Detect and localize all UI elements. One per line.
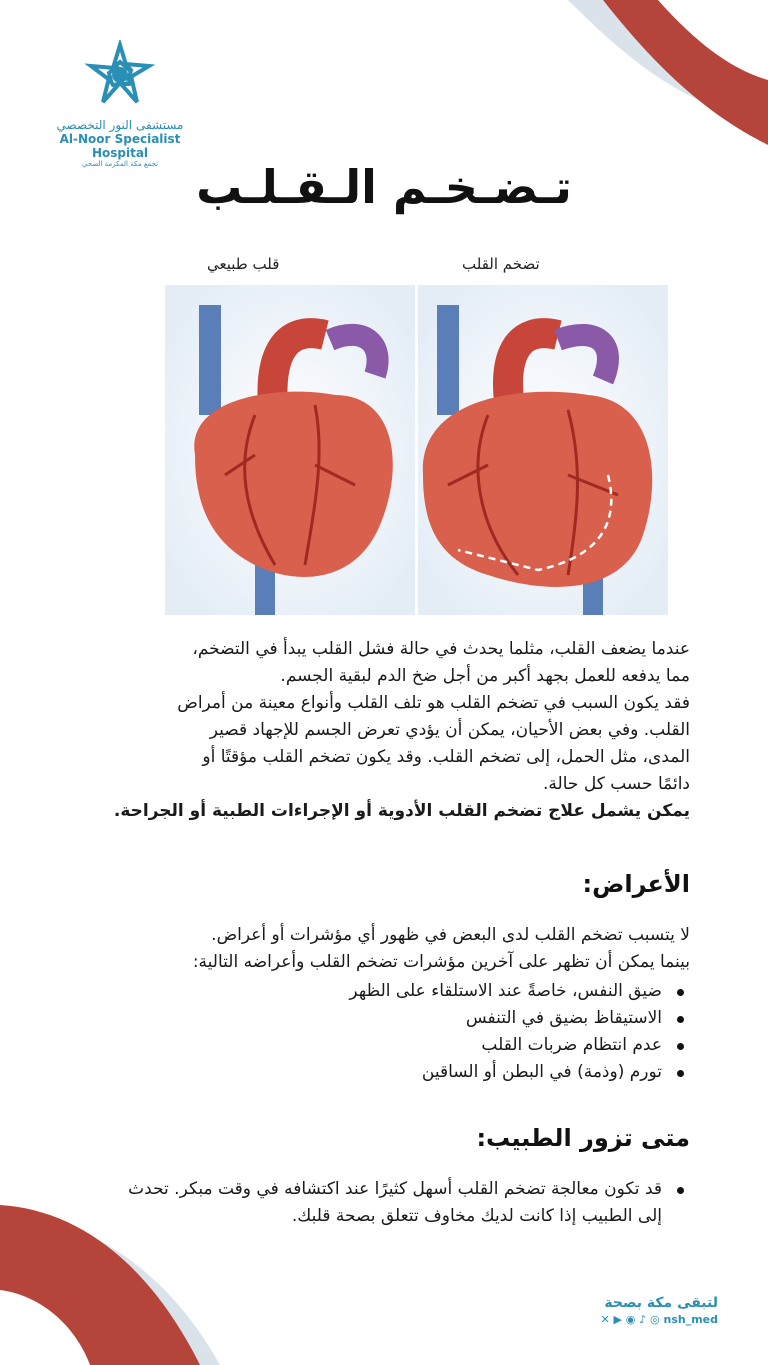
enlarged-heart-illustration (418, 285, 668, 615)
intro-line: القلب. وفي بعض الأحيان، يمكن أن يؤدي تعرض الجسم للإجهاد قصير (209, 720, 690, 740)
enlarged-heart-label: تضخم القلب (462, 255, 540, 273)
logo-sub: تجمع مكة المكرمة الصحي (81, 160, 159, 168)
list-item: عدم انتظام ضربات القلب (40, 1032, 662, 1059)
symptoms-heading: الأعراض: (582, 870, 690, 898)
list-item: الاستيقاظ بضيق في التنفس (40, 1005, 662, 1032)
list-item: قد تكون معالجة تضخم القلب أسهل كثيرًا عند اكتشافه في وقت مبكر. تحدث إلى الطبيب إذا كانت لديك مخاوف تتعلق بصحة قلبك. (120, 1176, 662, 1230)
logo-name-ar: مستشفى النور التخصصي (56, 118, 184, 132)
handle-text: nsh_med (663, 1313, 718, 1326)
symptoms-section (40, 922, 690, 1086)
footer-tagline: لتبقى مكة بصحة (604, 1295, 718, 1311)
intro-paragraph (40, 636, 690, 825)
logo-name-en: Al-Noor Specialist Hospital (59, 132, 181, 160)
treatment-line: يمكن يشمل علاج تضخم القلب الأدوية أو الإجراءات الطبية أو الجراحة. (113, 801, 690, 821)
list-item: ضيق النفس، خاصةً عند الاستلقاء على الظهر (40, 978, 662, 1005)
doctor-list (120, 1176, 690, 1230)
hospital-logo (40, 40, 200, 168)
page-title: تـضـخـم الـقـلـب (196, 160, 572, 214)
symptoms-intro-1: لا يتسبب تضخم القلب لدى البعض في ظهور أي مؤشرات أو أعراض. (211, 925, 690, 945)
doctor-heading: متى تزور الطبيب: (476, 1124, 690, 1152)
list-item: تورم (وذمة) في البطن أو الساقين (40, 1059, 662, 1086)
normal-heart-label: قلب طبيعي (207, 255, 280, 273)
intro-line: مما يدفعه للعمل بجهد أكبر من أجل ضخ الدم لبقية الجسم. (280, 666, 690, 686)
top-right-swoosh (508, 0, 768, 180)
symptoms-intro-2: بينما يمكن أن تظهر على آخرين مؤشرات تضخم القلب وأعراضه التالية: (192, 952, 690, 972)
intro-line: فقد يكون السبب في تضخم القلب هو تلف القلب وأنواع معينة من أمراض (177, 693, 690, 713)
intro-line: عندما يضعف القلب، مثلما يحدث في حالة فشل القلب يبدأ في التضخم، (192, 639, 690, 659)
doctor-section (120, 1176, 690, 1230)
normal-heart-illustration (165, 285, 415, 615)
star-flower-icon (85, 40, 155, 110)
symptoms-list (40, 978, 690, 1086)
intro-line: المدى، مثل الحمل، إلى تضخم القلب. وقد يكون تضخم القلب مؤقتًا أو (202, 747, 690, 767)
intro-line: دائمًا حسب كل حالة. (543, 774, 690, 794)
social-icons: ✕ ▶ ◉ ♪ ◎ (600, 1313, 664, 1326)
social-handle (600, 1313, 718, 1326)
footer (600, 1295, 718, 1326)
